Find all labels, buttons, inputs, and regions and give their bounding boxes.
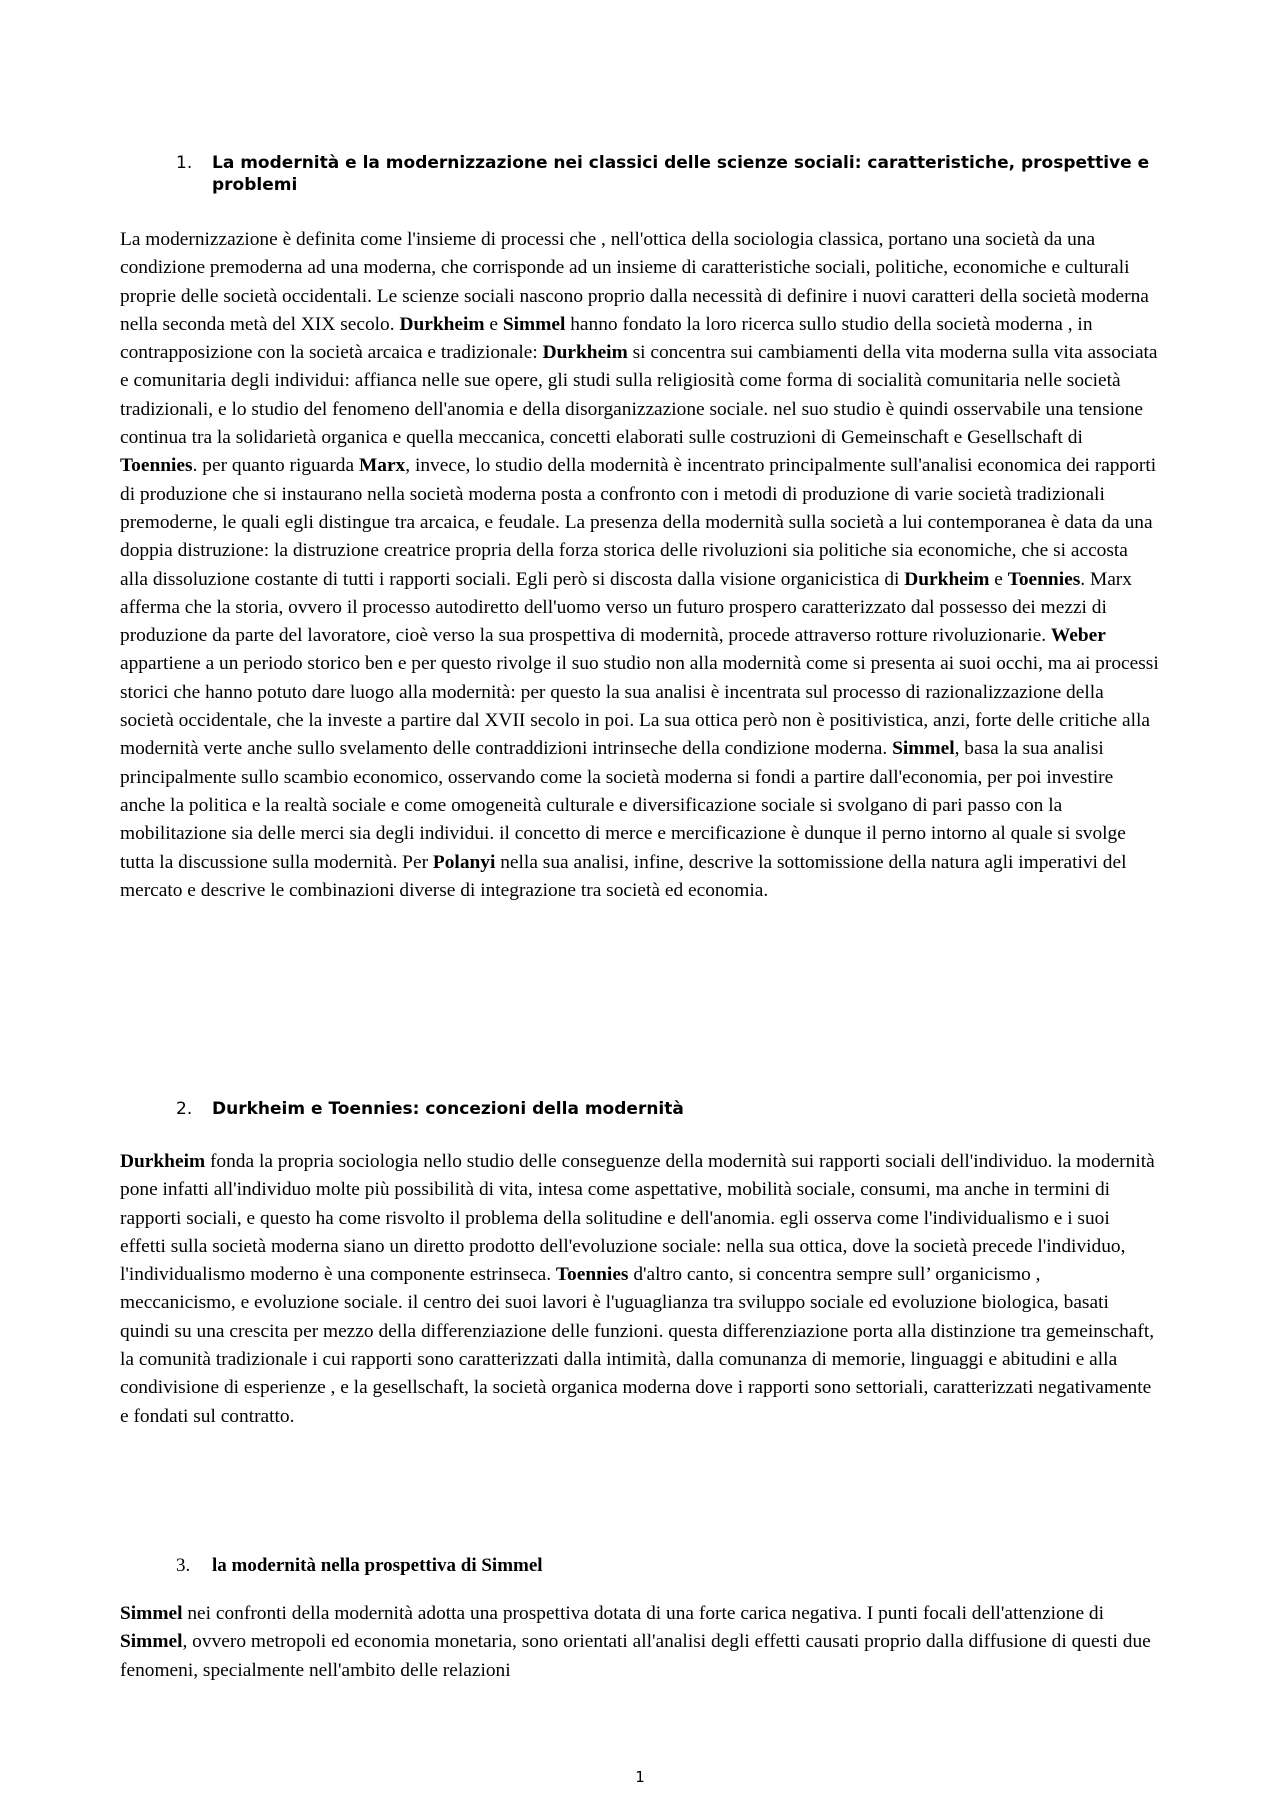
text-run: e — [989, 568, 1008, 590]
name-marx: Marx — [358, 455, 406, 477]
name-simmel: Simmel — [120, 1631, 183, 1653]
paragraph-2 — [120, 1148, 1160, 1431]
section-heading-1 — [176, 152, 1156, 196]
text-run: . per quanto riguarda — [192, 455, 359, 477]
name-toennies: Toennies — [555, 1264, 629, 1286]
name-durkheim: Durkheim — [399, 313, 485, 335]
text-run: La modernizzazione è definita come l'insieme di processi che , nell'ottica della sociologia classica, portano una società da una condizione premoderna ad una moderna, che corrisponde ad un insieme di caratteristiche sociali, politiche, economiche e culturali proprie delle società occidentali. Le scienze sociali nascono proprio dalla necessità di definire i nuovi caratteri della società moderna nella seconda metà del XIX secolo. — [120, 229, 1149, 335]
paragraph-3 — [120, 1600, 1160, 1685]
text-run: si concentra sui cambiamenti della vita moderna sulla vita associata e comunitaria degli individui: affianca nelle sue opere, gli studi sulla religiosità come forma di socialità comunitaria nelle società tradizionali, e lo studio del fenomeno dell'anomia e della disorganizzazione sociale. nel suo studio è quindi osservabile una tensione continua tra la solidarietà organica e quella meccanica, concetti elaborati sulle costruzioni di Gemeinschaft e Gesellschaft di — [120, 342, 1158, 449]
section-title: La modernità e la modernizzazione nei classici delle scienze sociali: caratteristiche, prospettive e problemi — [212, 153, 1150, 195]
section-title: la modernità nella prospettiva di Simmel — [212, 1555, 543, 1576]
text-run: . Marx afferma che la storia, ovvero il processo autodiretto dell'uomo verso un futuro prospero caratterizzato dal possesso dei mezzi di produzione da parte del lavoratore, cioè verso la sua prospettiva di modernità, procede attraverso rotture rivoluzionarie. — [120, 568, 1132, 647]
name-simmel: Simmel — [892, 738, 955, 760]
text-run: , invece, lo studio della modernità è incentrato principalmente sull'analisi economica dei rapporti di produzione che si instaurano nella società moderna posta a confronto con i metodi di produzione di varie società tradizionali premoderne, le quali egli distingue tra arcaica, e feudale. La presenza della modernità sulla società a lui contemporanea è data da una doppia distruzione: la distruzione creatrice propria della forza storica delle rivoluzioni sia politiche sia economiche, che si accosta alla dissoluzione costante di tutti i rapporti sociali. Egli però si discosta dalla visione organicistica di — [120, 455, 1157, 590]
section-number: 1. — [176, 153, 193, 173]
text-run: nella sua analisi, infine, descrive la sottomissione della natura agli imperativi del mercato e descrive le combinazioni diverse di integrazione tra società ed economia. — [120, 851, 1127, 901]
text-run: , ovvero metropoli ed economia monetaria, sono orientati all'analisi degli effetti causati proprio dalla diffusione di questi due fenomeni, specialmente nell'ambito delle relazioni — [120, 1631, 1151, 1681]
page-number: 1 — [635, 1768, 645, 1786]
section-number: 3. — [176, 1555, 191, 1576]
section-heading-3 — [176, 1555, 1156, 1577]
text-run: appartiene a un periodo storico ben e per questo rivolge il suo studio non alla modernità come si presenta ai suoi occhi, ma ai processi storici che hanno potuto dare luogo alla modernità: per questo la sua analisi è incentrata sul processo di razionalizzazione della società occidentale, che la investe a partire dal XVII secolo in poi. La sua ottica però non è positivistica, anzi, forte delle critiche alla modernità verte anche sullo svelamento delle contraddizioni intrinseche della condizione moderna. — [120, 653, 1159, 760]
name-toennies: Toennies — [120, 455, 193, 477]
text-run: d'altro canto, si concentra sempre sull’ organicismo , meccanicismo, e evoluzione sociale. il centro dei suoi lavori è l'uguaglianza tra sviluppo sociale ed evoluzione biologica, basati quindi su una crescita per mezzo della differenziazione delle funzioni. questa differenziazione porta alla distinzione tra gemeinschaft, la comunità tradizionale i cui rapporti sono caratterizzati dalla intimità, dalla comunanza di memorie, linguaggi e abitudini e alla condivisione di esperienze , e la gesellschaft, la società organica moderna dove i rapporti sono settoriali, caratterizzati negativamente e fondati sul contratto. — [120, 1264, 1155, 1427]
name-durkheim: Durkheim — [120, 1151, 206, 1172]
name-simmel: Simmel — [502, 313, 566, 335]
name-toennies: Toennies — [1007, 568, 1081, 590]
section-title: Durkheim e Toennies: concezioni della modernità — [212, 1099, 684, 1119]
name-durkheim: Durkheim — [904, 568, 990, 590]
name-weber: Weber — [1050, 625, 1106, 647]
text-run: nei confronti della modernità adotta una prospettiva dotata di una forte carica negativa. I punti focali dell'attenzione di — [182, 1603, 1104, 1624]
paragraph-1 — [120, 226, 1160, 905]
text-run: e — [484, 313, 503, 335]
text-run: , basa la sua analisi principalmente sullo scambio economico, osservando come la società moderna si fondi a partire dall'economia, per poi investire anche la politica e la realtà sociale e come omogeneità culturale e diversificazione sociale si svolgano di pari passo con la mobilitazione sia delle merci sia degli individui. il concetto di merce e mercificazione è dunque il perno intorno al quale si svolge tutta la discussione sulla modernità. Per — [120, 738, 1126, 873]
name-polanyi: Polanyi — [432, 851, 496, 873]
name-durkheim: Durkheim — [542, 342, 628, 364]
text-run: fonda la propria sociologia nello studio delle conseguenze della modernità sui rapporti sociali dell'individuo. la modernità pone infatti all'individuo molte più possibilità di vita, intesa come aspettative, mobilità sociale, consumi, ma anche in termini di rapporti sociali, e questo ha come risvolto il problema della solitudine e dell'anomia. egli osserva come l'individualismo e i suoi effetti sulla società moderna siano un diretto prodotto dell'evoluzione sociale: nella sua ottica, dove la società precede l'individuo, l'individualismo moderno è una componente estrinseca. — [120, 1151, 1155, 1286]
text-run: hanno fondato la loro ricerca sullo studio della società moderna , in contrapposizione con la società arcaica e tradizionale: — [120, 313, 1093, 364]
section-number: 2. — [176, 1099, 193, 1119]
name-simmel: Simmel — [120, 1603, 183, 1624]
section-heading-2 — [176, 1098, 1156, 1120]
